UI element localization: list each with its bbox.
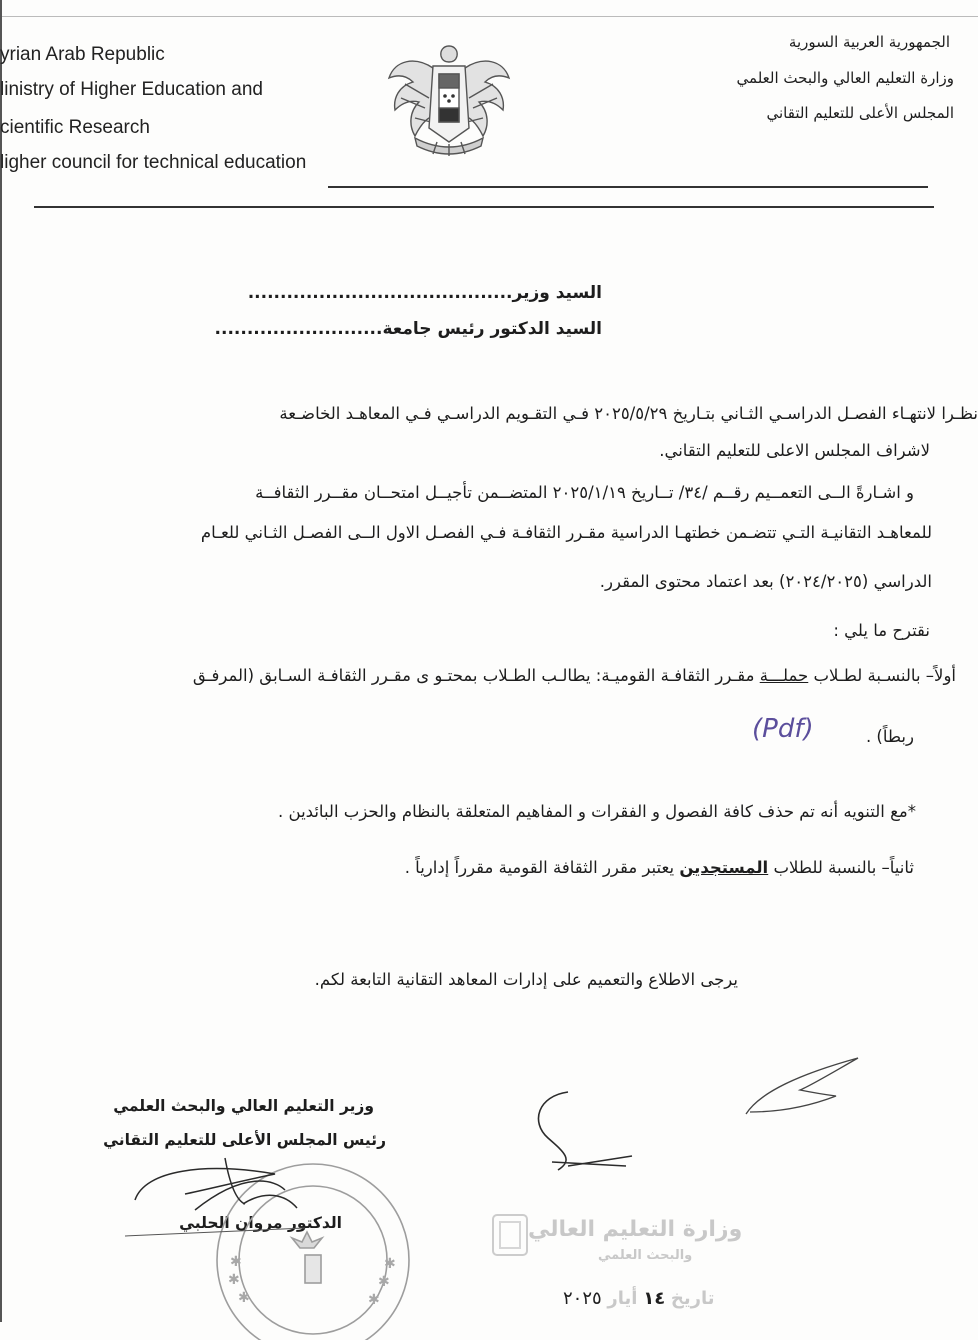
body-p1-line-1: نظـرا لانتهـاء الفصـل الدراسـي الثـاني بتـاريخ ٢٠٢٥/٥/٢٩ فـي التقـويم الدراسـي فـي المعاهـد الخاضـعة bbox=[279, 404, 978, 423]
received-date-year: ٢٠٢٥ bbox=[563, 1288, 602, 1309]
svg-text:✱: ✱ bbox=[368, 1292, 380, 1308]
svg-text:✱: ✱ bbox=[230, 1254, 242, 1270]
body-propose: نقترح ما يلي : bbox=[833, 621, 930, 640]
initials-signature-2 bbox=[740, 1052, 870, 1122]
received-date-label: تاريخ bbox=[670, 1288, 715, 1309]
received-stamp-sub: والبحث العلمي bbox=[598, 1248, 693, 1263]
svg-text:✱: ✱ bbox=[378, 1274, 390, 1290]
initials-signature-1 bbox=[528, 1086, 648, 1186]
handwritten-pdf-note: (Pdf) bbox=[752, 714, 814, 744]
received-stamp-ministry: وزارة التعليم العالي bbox=[528, 1217, 743, 1242]
salutation-minister: السيد وزير......................................... bbox=[247, 283, 602, 303]
minister-signature bbox=[125, 1150, 325, 1240]
received-stamp-box bbox=[490, 1212, 530, 1258]
body-note: *مع التنويه أنه تم حذف كافة الفصول و الفقرات و المفاهيم المتعلقة بالنظام والحزب البائدين . bbox=[278, 802, 916, 821]
received-date-day: ١٤ bbox=[643, 1288, 666, 1309]
body-first-item bbox=[193, 666, 956, 685]
signature-title-2: رئيس المجلس الأعلى للتعليم التقاني bbox=[103, 1131, 386, 1149]
svg-text:✱: ✱ bbox=[238, 1290, 250, 1306]
body-second-item bbox=[405, 858, 914, 877]
body-first-underlined: حملـــة bbox=[759, 666, 809, 685]
body-closing: يرجى الاطلاع والتعميم على إدارات المعاهد التقانية التابعة لكم. bbox=[314, 970, 738, 989]
body-second-post: يعتبر مقرر الثقافة القومية مقرراً إدارياً . bbox=[404, 858, 680, 877]
body-first-pre: أولاً– بالنسـبة لطـلاب bbox=[808, 666, 956, 685]
header-en-line-4: ligher council for technical education bbox=[0, 152, 307, 173]
body-first-line-2: ربطاً) . bbox=[865, 727, 914, 746]
header-ar-line-3: المجلس الأعلى للتعليم التقاني bbox=[766, 104, 954, 122]
header-ar-line-2: وزارة التعليم العالي والبحث العلمي bbox=[736, 69, 954, 87]
signature-title-1: وزير التعليم العالي والبحث العلمي bbox=[113, 1097, 374, 1115]
svg-text:✱: ✱ bbox=[384, 1256, 396, 1272]
left-border bbox=[0, 0, 2, 1322]
received-stamp-date bbox=[563, 1288, 715, 1309]
salutation-president: السيد الدكتور رئيس جامعة.......................... bbox=[214, 319, 602, 339]
received-date-month: أيار bbox=[607, 1288, 638, 1309]
header-rule bbox=[34, 206, 934, 208]
body-p2-line-2: للمعاهـد التقانيـة التـي تتضـمن خطتهـا الدراسية مقـرر الثقافـة فـي الفصـل الاول الــى الفصـل الثـاني للعـام bbox=[200, 523, 932, 542]
body-second-underlined: المستجدين bbox=[679, 858, 769, 877]
header-en-line-2: linistry of Higher Education and bbox=[0, 79, 263, 100]
signature-name: الدكتور مروان الحلبي bbox=[179, 1214, 342, 1232]
body-first-post: مقـرر الثقافـة القوميـة: يطالـب الطـلاب بمحتـو ى مقـرر الثقافـة السـابق (المرفـق bbox=[192, 666, 760, 685]
header-en-line-3: cientific Research bbox=[0, 117, 150, 138]
svg-text:✱: ✱ bbox=[228, 1272, 240, 1288]
body-second-pre: ثانياً– بالنسبة للطلاب bbox=[768, 858, 914, 877]
top-border bbox=[0, 16, 978, 17]
header-rule-right bbox=[328, 186, 928, 188]
syrian-eagle-emblem bbox=[385, 38, 513, 160]
header-ar-line-1: الجمهورية العربية السورية bbox=[788, 33, 950, 51]
body-p2-line-1: و اشـارةً الــى التعمــيم رقــم /٣٤/ تــاريخ ٢٠٢٥/١/١٩ المتضــمن تأجيــل امتحــان مقــرر الثقافــة bbox=[255, 483, 914, 502]
body-p2-line-3: الدراسي (٢٠٢٤/٢٠٢٥) بعد اعتماد محتوى المقرر. bbox=[599, 572, 932, 591]
header-en-line-1: yrian Arab Republic bbox=[0, 44, 165, 65]
body-p1-line-2: لاشراف المجلس الاعلى للتعليم التقاني. bbox=[659, 441, 930, 460]
